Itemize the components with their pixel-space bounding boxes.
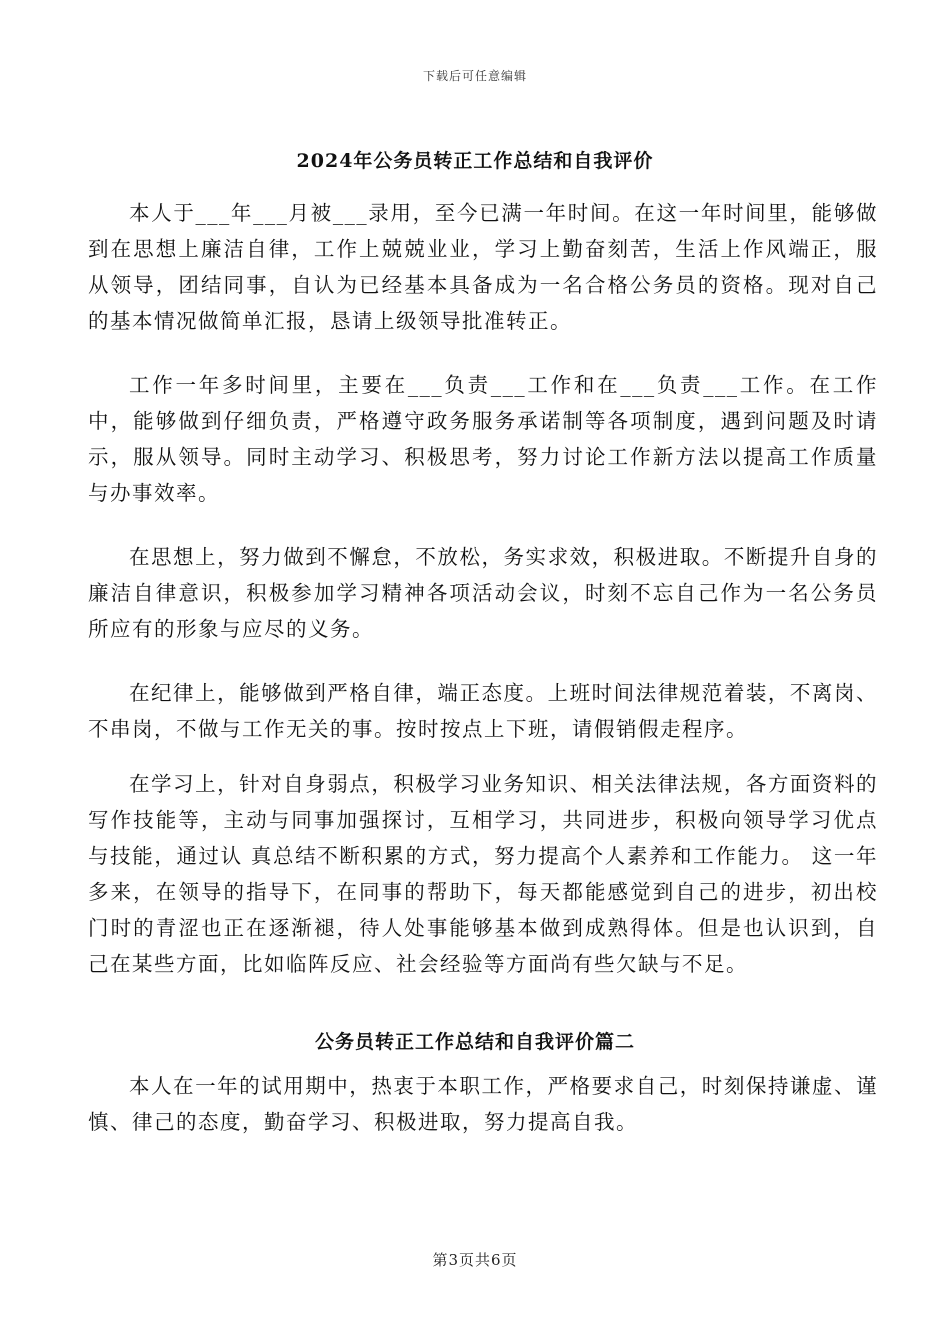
page-number: 第3页共6页 [432, 1251, 518, 1269]
document-title: 2024年公务员转正工作总结和自我评价 [296, 150, 654, 172]
paragraph-section-two: 本人在一年的试用期中，热衷于本职工作，严格要求自己，时刻保持谦虚、谨慎、律己的态度，勤奋学习、积极进取，努力提高自我。 [88, 1074, 878, 1134]
paragraph-thought: 在思想上，努力做到不懈怠，不放松，务实求效，积极进取。不断提升自身的廉洁自律意识，积极参加学习精神各项活动会议，时刻不忘自己作为一名公务员所应有的形象与应尽的义务。 [88, 545, 878, 641]
paragraph-study: 在学习上，针对自身弱点，积极学习业务知识、相关法律法规，各方面资料的写作技能等，主动与同事加强探讨，互相学习，共同进步，积极向领导学习优点与技能，通过认 真总结不断积累的方式，努力提高个人素养和工作能力。 这一年多来，在领导的指导下，在同事的帮助下，每天都能感觉到自己的进步，初出校门时的青涩也正在逐渐褪，待人处事能够基本做到成熟得体。但是也认识到，自己在某些方面，比如临阵反应、社会经验等方面尚有些欠缺与不足。 [88, 772, 878, 976]
paragraph-work: 工作一年多时间里，主要在___负责___工作和在___负责___工作。在工作中，能够做到仔细负责，严格遵守政务服务承诺制等各项制度，遇到问题及时请示，服从领导。同时主动学习、积极思考，努力讨论工作新方法以提高工作质量与办事效率。 [88, 373, 878, 505]
paragraph-discipline: 在纪律上，能够做到严格自律，端正态度。上班时间法律规范着装，不离岗、不串岗，不做与工作无关的事。按时按点上下班，请假销假走程序。 [88, 681, 878, 741]
section-two-title: 公务员转正工作总结和自我评价篇二 [314, 1031, 635, 1053]
header-note: 下载后可任意编辑 [422, 69, 527, 83]
paragraph-intro: 本人于___年___月被___录用，至今已满一年时间。在这一年时间里，能够做到在思想上廉洁自律，工作上兢兢业业，学习上勤奋刻苦，生活上作风端正，服从领导，团结同事，自认为已经基本具备成为一名合格公务员的资格。现对自己的基本情况做简单汇报，恳请上级领导批准转正。 [88, 201, 878, 333]
